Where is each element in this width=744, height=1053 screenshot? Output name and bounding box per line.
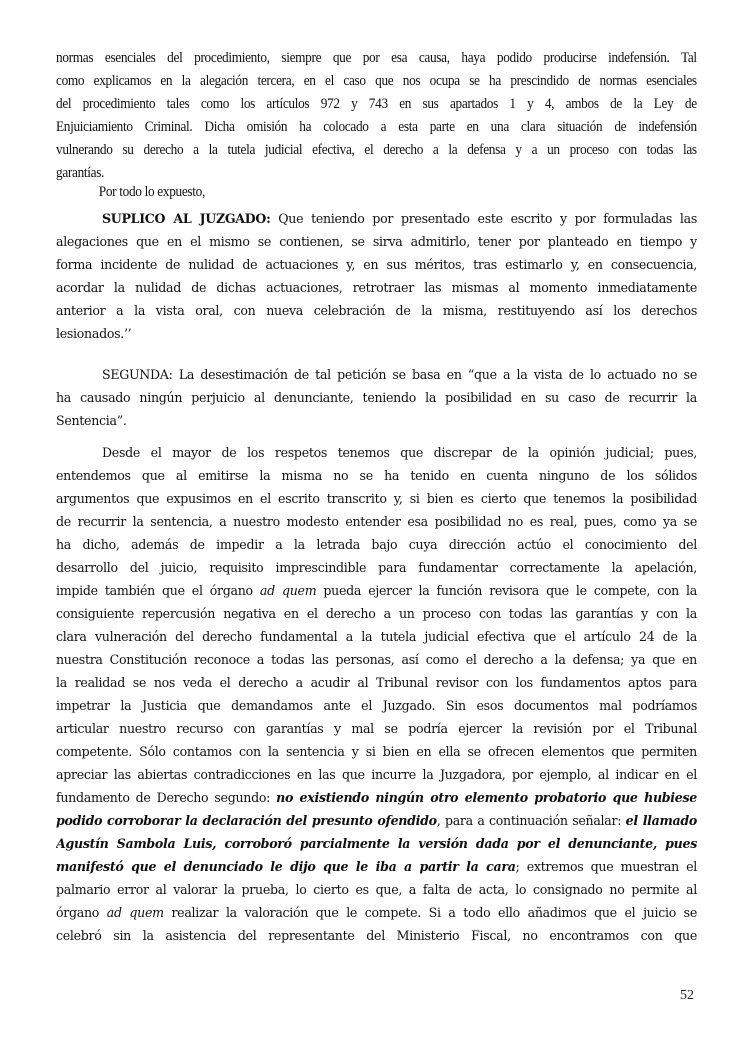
- text-line: impetrar la Justicia que demandamos ante el Juzgado. Sin esos documentos mal podríamos: [56, 698, 697, 713]
- page-number: 52: [680, 988, 694, 1003]
- text-line: nuestra Constitución reconoce a todas las personas, así como el derecho a la defensa; ya que en: [56, 652, 697, 667]
- paragraph-segunda: [56, 363, 697, 432]
- suplico-heading: SUPLICO AL JUZGADO:: [102, 211, 271, 226]
- ad-quem-term: ad quem: [259, 583, 317, 598]
- quoted-judgment: podido corroborar la declaración del presunto ofendido: [56, 813, 437, 828]
- text-line: manifestó que el denunciado le dijo que le iba a partir la cara; extremos que muestran el: [56, 859, 697, 874]
- text-line: ha causado ningún perjuicio al denunciante, teniendo la posibilidad en su caso de recurrir la: [56, 390, 697, 405]
- text-line: anterior a la vista oral, con nueva celebración de la misma, restituyendo así los derechos: [56, 303, 697, 318]
- text-line: clara vulneración del derecho fundamental a la tutela judicial efectiva que el artículo 24 de la: [56, 629, 697, 644]
- text-line: consiguiente repercusión negativa en el derecho a un proceso con todas las garantías y con la: [56, 606, 697, 621]
- text-line: Enjuiciamiento Criminal. Dicha omisión ha colocado a esta parte en una clara situación de indefensión: [56, 119, 697, 135]
- paragraph-por-todo: [56, 181, 697, 204]
- text-line: ha dicho, además de impedir a la letrada bajo cuya dirección actúo el conocimiento del: [56, 537, 697, 552]
- text-line: fundamento de Derecho segundo: no existiendo ningún otro elemento probatorio que hubiese: [56, 790, 697, 805]
- text-line: lesionados.’’: [56, 326, 132, 341]
- text-line: como explicamos en la alegación tercera, en el caso que nos ocupa se ha prescindido de normas esenciales: [56, 73, 697, 89]
- text-line: forma incidente de nulidad de actuaciones y, en sus méritos, tras estimarlo y, en consecuencia,: [56, 257, 697, 272]
- text-line: de recurrir la sentencia, a nuestro modesto entender esa posibilidad no es real, pues, como ya se: [56, 514, 697, 529]
- paragraph-nullity-grounds: [56, 47, 697, 185]
- quoted-judgment: manifestó que el denunciado le dijo que le iba a partir la cara: [56, 859, 516, 874]
- text-line: impide también que el órgano ad quem pueda ejercer la función revisora que le compete, con la: [56, 583, 697, 598]
- text-line: Desde el mayor de los respetos tenemos que discrepar de la opinión judicial; pues,: [102, 445, 697, 460]
- text-line: normas esenciales del procedimiento, siempre que por esa causa, haya podido producirse indefensión. Tal: [56, 50, 697, 66]
- ad-quem-term: ad quem: [106, 905, 164, 920]
- paragraph-discrepancy: [56, 441, 697, 947]
- text-line: celebró sin la asistencia del representante del Ministerio Fiscal, no encontramos con que: [56, 928, 697, 943]
- text-line: SUPLICO AL JUZGADO: Que teniendo por presentado este escrito y por formuladas las: [102, 211, 697, 226]
- text-line: vulnerando su derecho a la tutela judicial efectiva, el derecho a la defensa y a un proceso con todas las: [56, 142, 697, 158]
- text-line: alegaciones que en el mismo se contienen, se sirva admitirlo, tener por planteado en tiempo y: [56, 234, 697, 249]
- quoted-judgment: no existiendo ningún otro elemento probatorio que hubiese: [276, 790, 697, 805]
- text-line: palmario error al valorar la prueba, lo cierto es que, a falta de acta, lo consignado no permite al: [56, 882, 697, 897]
- text-line: acordar la nulidad de dichas actuaciones, retrotraer las mismas al momento inmediatamente: [56, 280, 697, 295]
- text-line: desarrollo del juicio, requisito imprescindible para fundamentar correctamente la apelación,: [56, 560, 697, 575]
- text-line: SEGUNDA: La desestimación de tal petición se basa en “que a la vista de lo actuado no se: [102, 367, 697, 382]
- text-line: garantías.: [56, 165, 105, 181]
- text-line: podido corroborar la declaración del presunto ofendido, para a continuación señalar: el llamado: [56, 813, 697, 828]
- quoted-judgment-line: Agustín Sambola Luis, corroboró parcialmente la versión dada por el denunciante, pues: [56, 836, 697, 851]
- text-line: articular nuestro recurso con garantías y mal se podría ejercer la revisión por el Tribunal: [56, 721, 697, 736]
- text-line: apreciar las abiertas contradicciones en las que incurre la Juzgadora, por ejemplo, al indicar en el: [56, 767, 697, 782]
- text-line: competente. Sólo contamos con la sentencia y si bien en ella se ofrecen elementos que permiten: [56, 744, 697, 759]
- quoted-judgment: el llamado: [625, 813, 697, 828]
- text-line: Por todo lo expuesto,: [98, 184, 205, 200]
- text-line: Sentencia”.: [56, 413, 127, 428]
- text-line: órgano ad quem realizar la valoración que le compete. Si a todo ello añadimos que el juicio se: [56, 905, 697, 920]
- text-line: la realidad se nos veda el derecho a acudir al Tribunal revisor con los fundamentos aptos para: [56, 675, 697, 690]
- text-line: entendemos que al emitirse la misma no se ha tenido en cuenta ninguno de los sólidos: [56, 468, 697, 483]
- text-line: argumentos que expusimos en el escrito transcrito y, si bien es cierto que tenemos la posibilidad: [56, 491, 697, 506]
- paragraph-suplico: [56, 207, 697, 345]
- text-line: del procedimiento tales como los artículos 972 y 743 en sus apartados 1 y 4, ambos de la Ley de: [56, 96, 697, 112]
